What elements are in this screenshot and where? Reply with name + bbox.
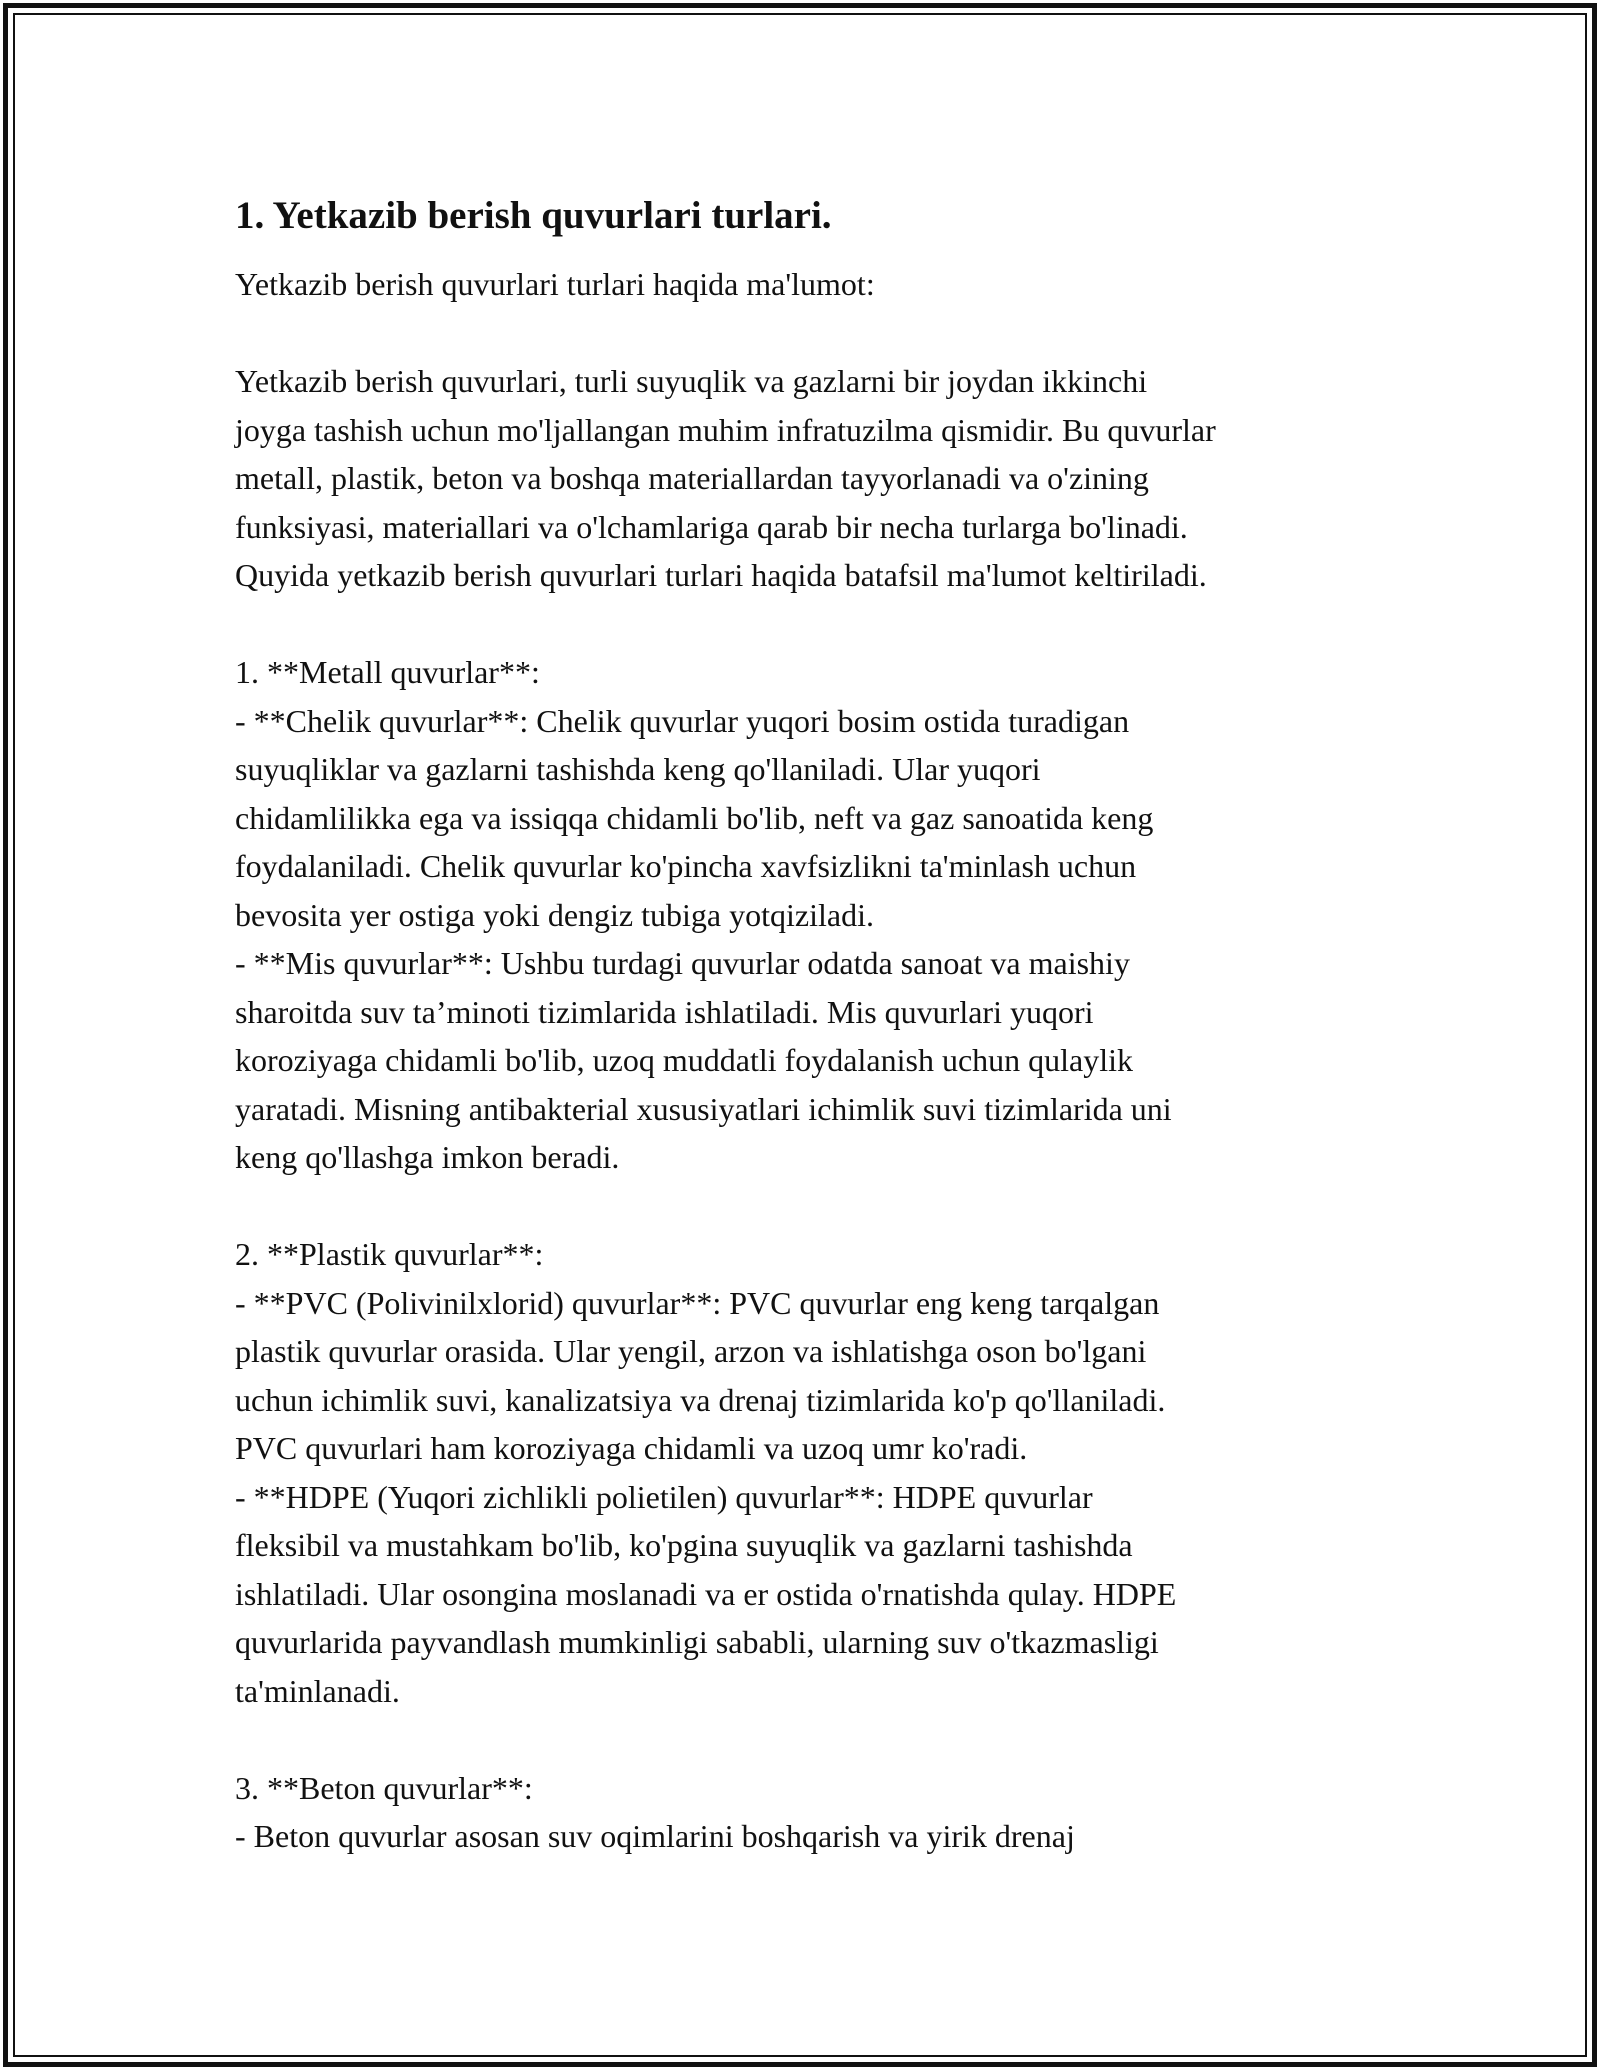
section-concrete-pipes: 3. **Beton quvurlar**: - Beton quvurlar asosan suv oqimlarini boshqarish va yirik drenaj bbox=[235, 1769, 1075, 1854]
section-metal-pipes: 1. **Metall quvurlar**: - **Chelik quvurlar**: Chelik quvurlar yuqori bosim ostida turadigan suyuqliklar va gazlarni tashishda keng qo'llaniladi. Ular yuqori chidamlilikka ega va issiqqa chidamli bo'lib, neft va gaz sanoatida keng foydalaniladi. Chelik quvurlar ko'pincha xavfsizlikni ta'minlash uchun bevosita yer ostiga yoki dengiz tubiga yotqiziladi. - **Mis quvurlar**: Ushbu turdagi quvurlar odatda sanoat va maishiy sharoitda suv ta’minoti tizimlarida ishlatiladi. Mis quvurlari yuqori koroziyaga chidamli bo'lib, uzoq muddatli foydalanish uchun qulaylik yaratadi. Misning antibakterial xususiyatlari ichimlik suvi tizimlarida uni keng qo'llashga imkon beradi. bbox=[235, 654, 1172, 1175]
paragraph-gap bbox=[235, 1715, 1385, 1764]
document-body bbox=[235, 188, 1385, 1861]
overview-paragraph: Yetkazib berish quvurlari, turli suyuqlik va gazlarni bir joydan ikkinchi joyga tashish uchun mo'ljallangan muhim infratuzilma qismidir. Bu quvurlar metall, plastik, beton va boshqa materiallardan tayyorlanadi va o'zining funksiyasi, materiallari va o'lchamlariga qarab bir necha turlarga bo'linadi. Quyida yetkazib berish quvurlari turlari haqida batafsil ma'lumot keltiriladi. bbox=[235, 363, 1216, 593]
intro-line: Yetkazib berish quvurlari turlari haqida ma'lumot: bbox=[235, 266, 875, 302]
paragraph-gap bbox=[235, 600, 1385, 649]
paragraph-gap bbox=[235, 309, 1385, 358]
page-title: 1. Yetkazib berish quvurlari turlari. bbox=[235, 194, 832, 237]
section-plastic-pipes: 2. **Plastik quvurlar**: - **PVC (Polivinilxlorid) quvurlar**: PVC quvurlar eng keng tarqalgan plastik quvurlar orasida. Ular yengil, arzon va ishlatishga oson bo'lgani uchun ichimlik suvi, kanalizatsiya va drenaj tizimlarida ko'p qo'llaniladi. PVC quvurlari ham koroziyaga chidamli va uzoq umr ko'radi. - **HDPE (Yuqori zichlikli polietilen) quvurlar**: HDPE quvurlar fleksibil va mustahkam bo'lib, ko'pgina suyuqlik va gazlarni tashishda ishlatiladi. Ular osongina moslanadi va er ostida o'rnatishda qulay. HDPE quvurlarida payvandlash mumkinligi sababli, ularning suv o'tkazmasligi ta'minlanadi. bbox=[235, 1236, 1177, 1709]
paragraph-gap bbox=[235, 1182, 1385, 1231]
